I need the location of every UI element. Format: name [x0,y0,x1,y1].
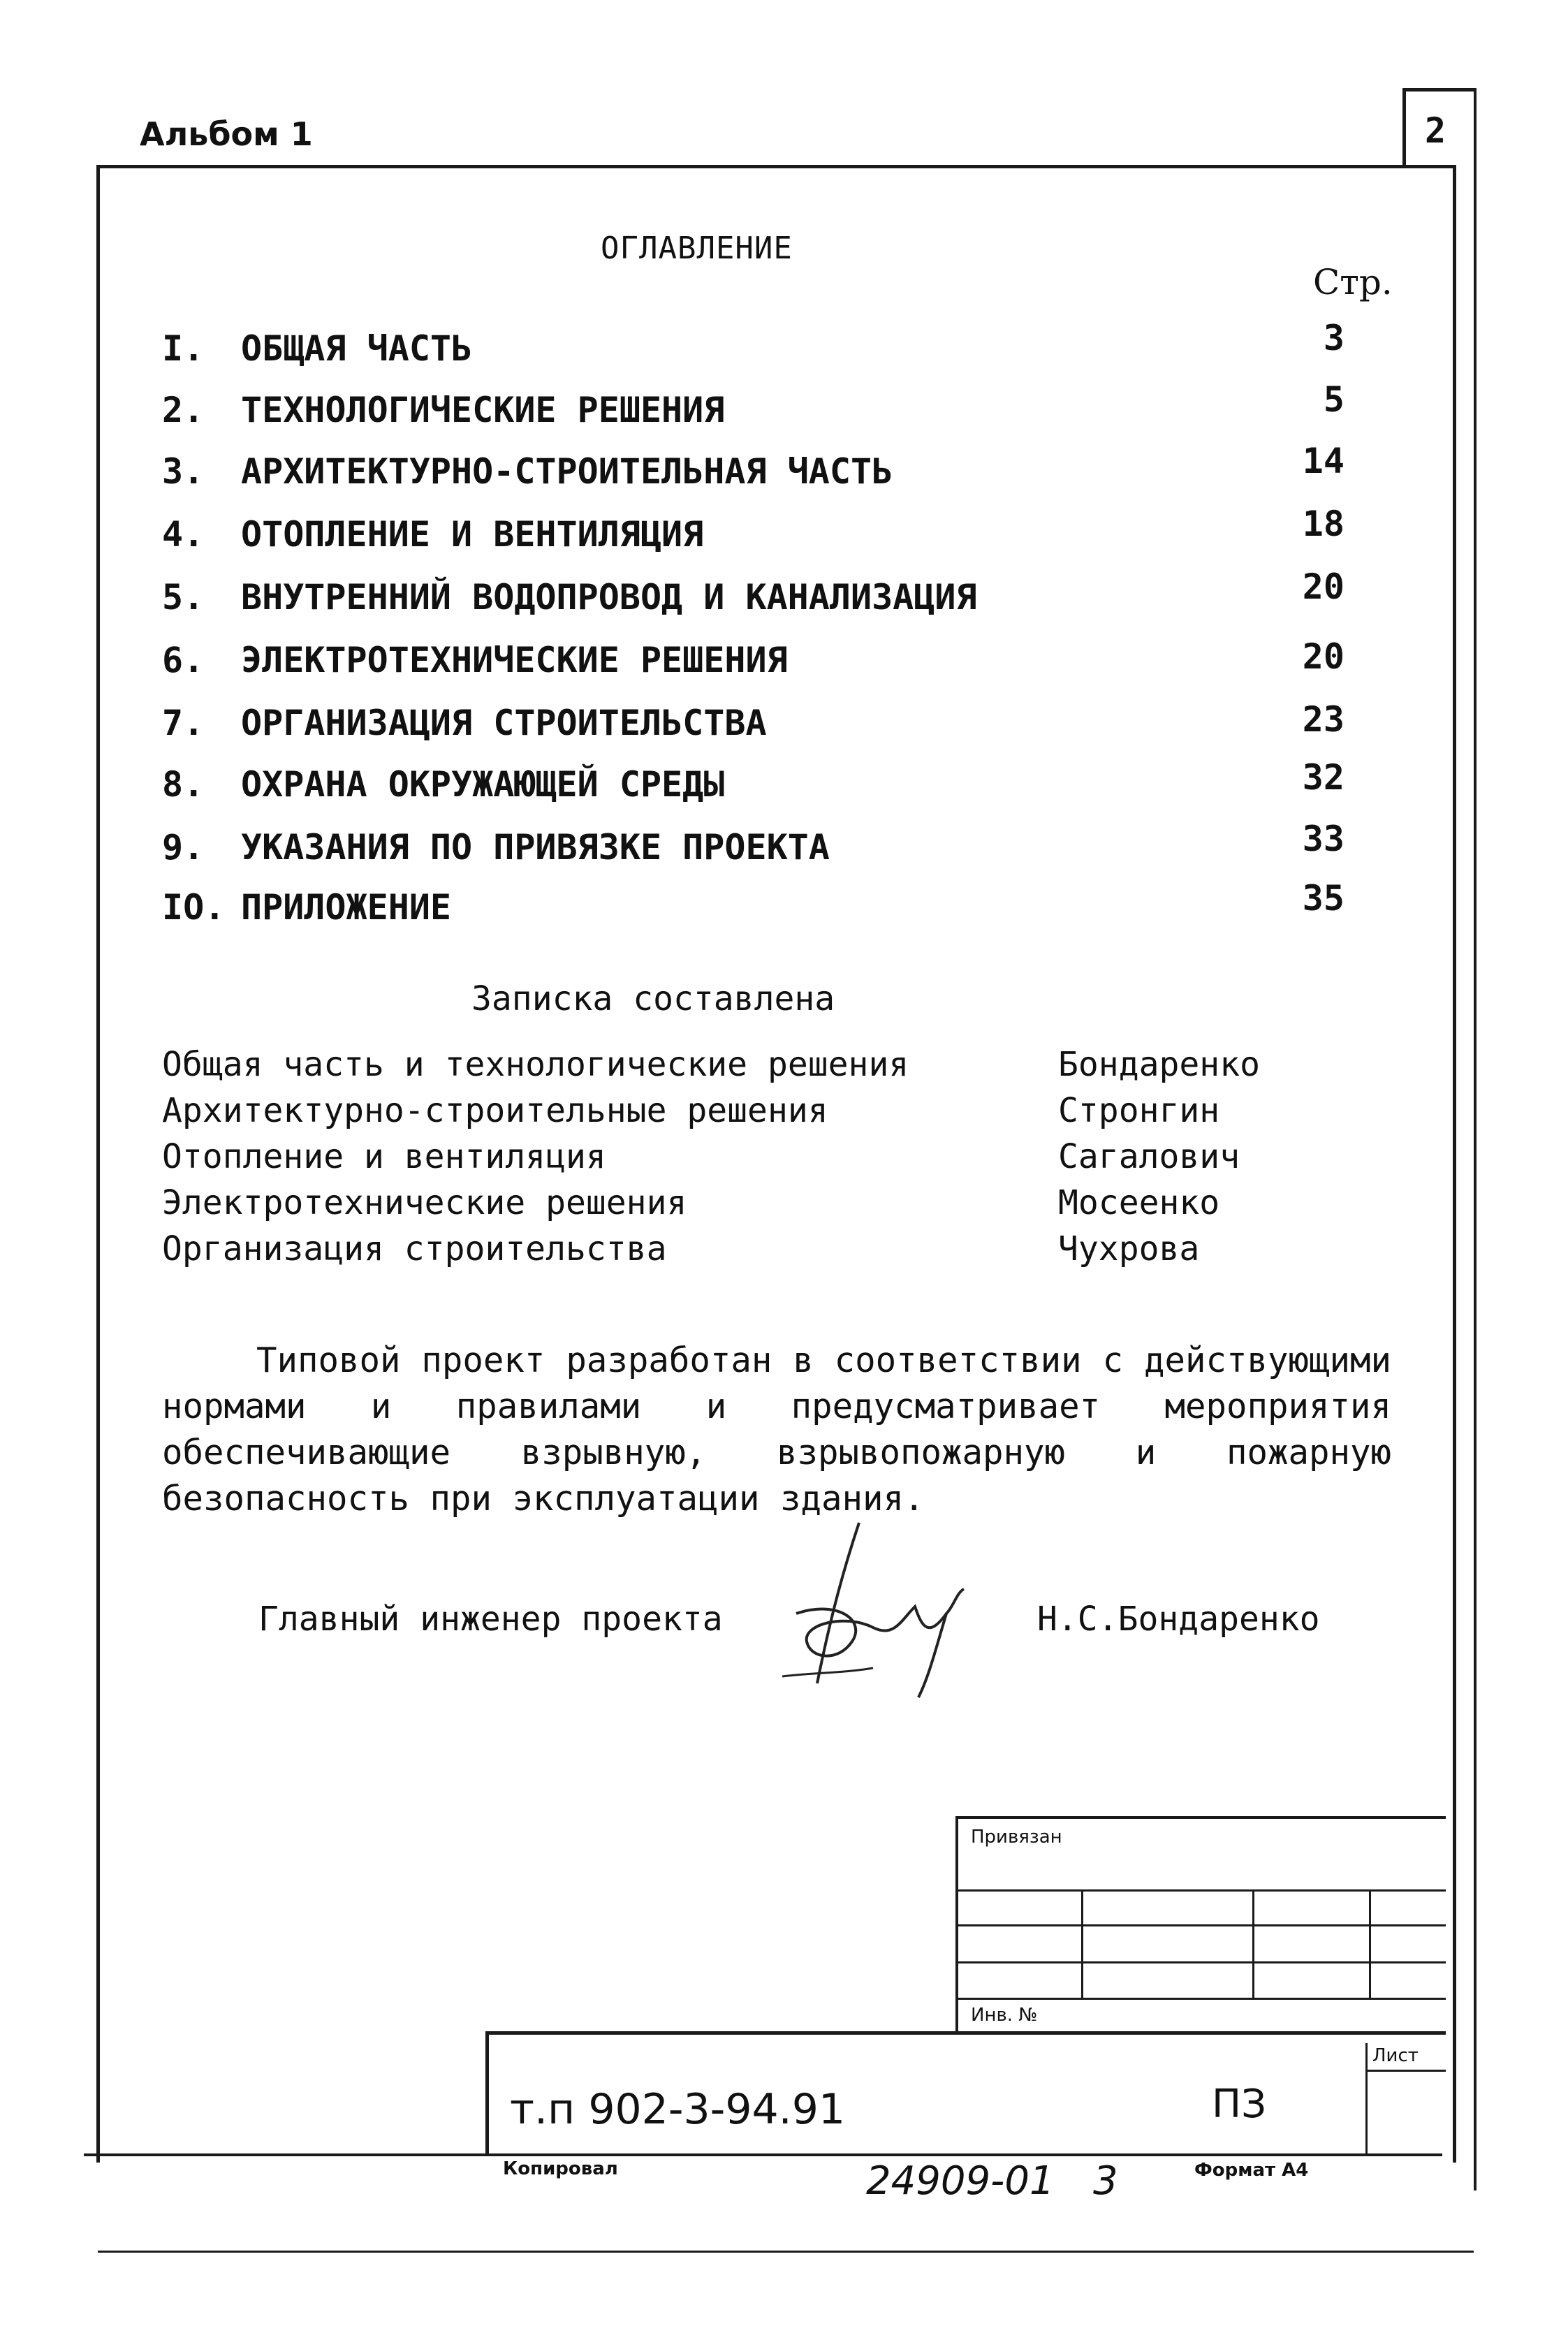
bound-label: Привязан [971,1827,1062,1848]
handwritten-signature [754,1509,978,1711]
signatory-name: Н.С.Бондаренко [1037,1600,1320,1639]
project-code: т.п 902-3-94.91 [510,2085,846,2134]
document-code: ПЗ [1212,2082,1267,2127]
sheet-label: Лист [1372,2045,1419,2066]
archive-number: 24909-01 [866,2158,1055,2204]
archive-sheet: 3 [1093,2158,1118,2204]
toc-title: ОГЛАВЛЕНИЕ [601,231,793,266]
sheet-number: 2 [1425,110,1446,151]
toc-page-column-label: Стр. [1313,262,1393,302]
authors-heading: Записка составлена [471,979,835,1018]
paper-format: Формат А4 [1194,2160,1309,2181]
inventory-number-label: Инв. № [971,2005,1038,2026]
album-label: Альбом 1 [140,115,313,153]
copied-by-label: Копировал [503,2158,618,2179]
signatory-role: Главный инженер проекта [258,1600,723,1639]
compliance-statement: Типовой проект разработан в соответствии с действующими нормами и правилами и предусматривает мероприятия обеспечивающие взрывную, взрывопожарную и пожарную безопасность при эксплуатации здания. [162,1340,1391,1519]
